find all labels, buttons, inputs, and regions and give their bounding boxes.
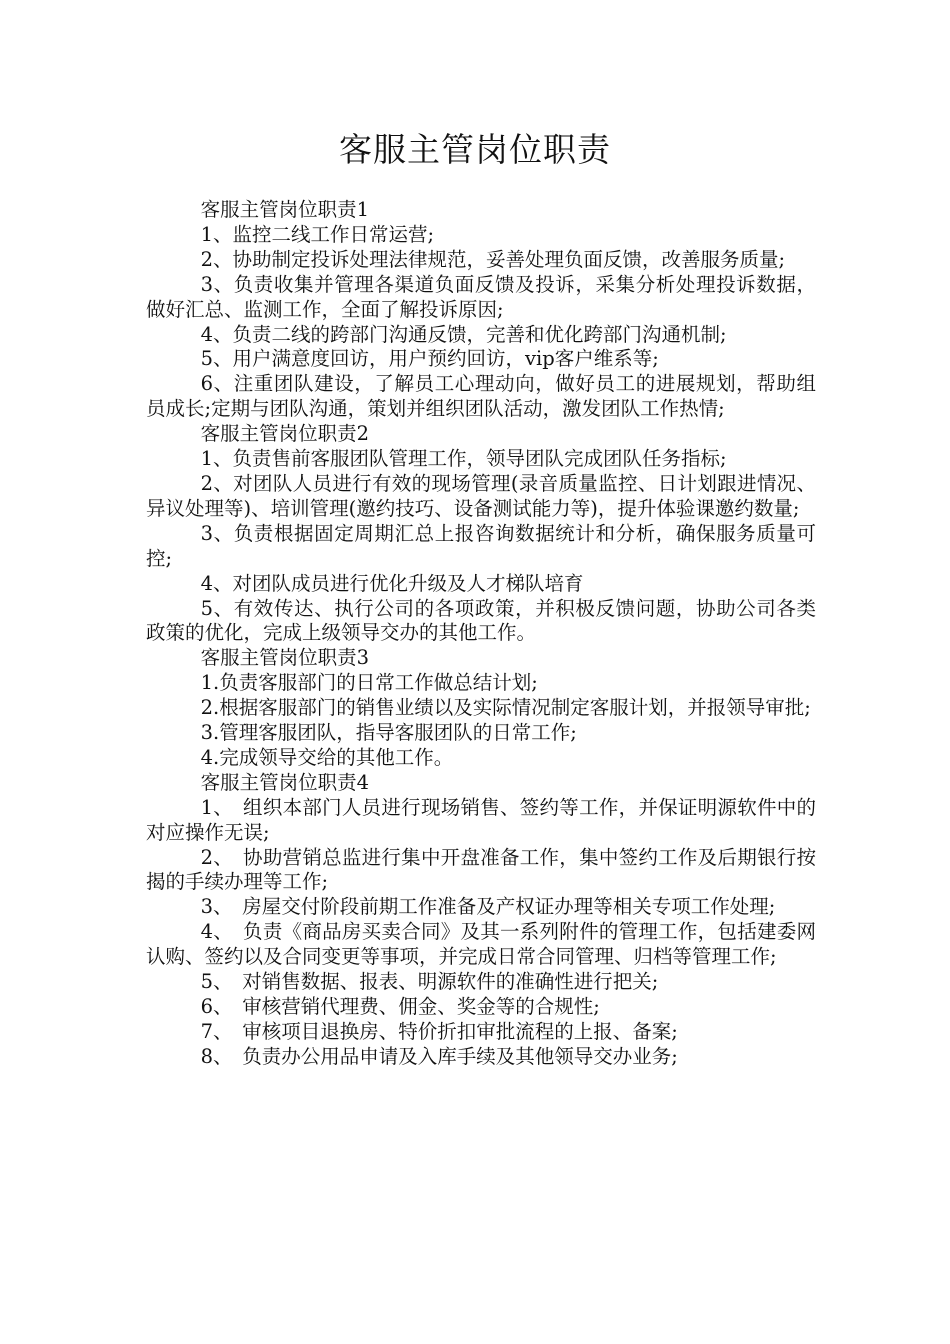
paragraph: 2.根据客服部门的销售业绩以及实际情况制定客服计划，并报领导审批; xyxy=(200,696,811,720)
paragraph: 8、 负责办公用品申请及入库手续及其他领导交办业务; xyxy=(200,1044,678,1068)
paragraph: 7、 审核项目退换房、特价折扣审批流程的上报、备案; xyxy=(200,1019,678,1043)
section-heading-1: 客服主管岗位职责1 xyxy=(200,198,370,221)
paragraph: 1.负责客服部门的日常工作做总结计划; xyxy=(200,671,538,695)
paragraph: 6、 审核营销代理费、佣金、奖金等的合规性; xyxy=(200,995,600,1018)
paragraph: 4、负责二线的跨部门沟通反馈，完善和优化跨部门沟通机制; xyxy=(200,322,727,346)
paragraph: 3、 房屋交付阶段前期工作准备及产权证办理等相关专项工作处理; xyxy=(200,895,776,919)
paragraph: 2、对团队人员进行有效的现场管理(录音质量监控、日计划跟进情况、异议处理等)、培训管理(邀约技巧、设备测试能力等)，提升体验课邀约数量; xyxy=(146,471,816,520)
paragraph: 2、协助制定投诉处理法律规范，妥善处理负面反馈，改善服务质量; xyxy=(200,247,786,271)
document-body xyxy=(146,198,816,1070)
paragraph: 2、 协助营销总监进行集中开盘准备工作，集中签约工作及后期银行按揭的手续办理等工作; xyxy=(146,845,816,894)
paragraph: 1、负责售前客服团队管理工作，领导团队完成团队任务指标; xyxy=(200,447,727,471)
paragraph: 1、 组织本部门人员进行现场销售、签约等工作，并保证明源软件中的对应操作无误; xyxy=(146,795,816,844)
paragraph: 3、负责收集并管理各渠道负面反馈及投诉，采集分析处理投诉数据，做好汇总、监测工作，全面了解投诉原因; xyxy=(146,272,816,321)
paragraph: 4.完成领导交给的其他工作。 xyxy=(200,745,454,769)
paragraph: 5、用户满意度回访，用户预约回访，vip客户维系等; xyxy=(200,347,659,371)
section-heading-2: 客服主管岗位职责2 xyxy=(200,422,370,446)
paragraph: 3.管理客服团队，指导客服团队的日常工作; xyxy=(200,721,577,745)
paragraph: 4、 负责《商品房买卖合同》及其一系列附件的管理工作，包括建委网认购、签约以及合同变更等事项，并完成日常合同管理、归档等管理工作; xyxy=(146,920,816,969)
section-heading-4: 客服主管岗位职责4 xyxy=(200,770,370,794)
paragraph: 5、有效传达、执行公司的各项政策，并积极反馈问题，协助公司各类政策的优化，完成上级领导交办的其他工作。 xyxy=(146,596,816,645)
page-title: 客服主管岗位职责 xyxy=(339,130,611,169)
paragraph: 1、监控二线工作日常运营; xyxy=(200,222,435,246)
paragraph: 6、注重团队建设，了解员工心理动向，做好员工的进展规划，帮助组员成长;定期与团队沟通，策划并组织团队活动，激发团队工作热情; xyxy=(146,372,816,421)
paragraph: 5、 对销售数据、报表、明源软件的准确性进行把关; xyxy=(200,970,659,994)
paragraph: 3、负责根据固定周期汇总上报咨询数据统计和分析，确保服务质量可控; xyxy=(146,521,816,570)
paragraph: 4、对团队成员进行优化升级及人才梯队培育 xyxy=(200,571,584,595)
section-heading-3: 客服主管岗位职责3 xyxy=(200,646,370,670)
